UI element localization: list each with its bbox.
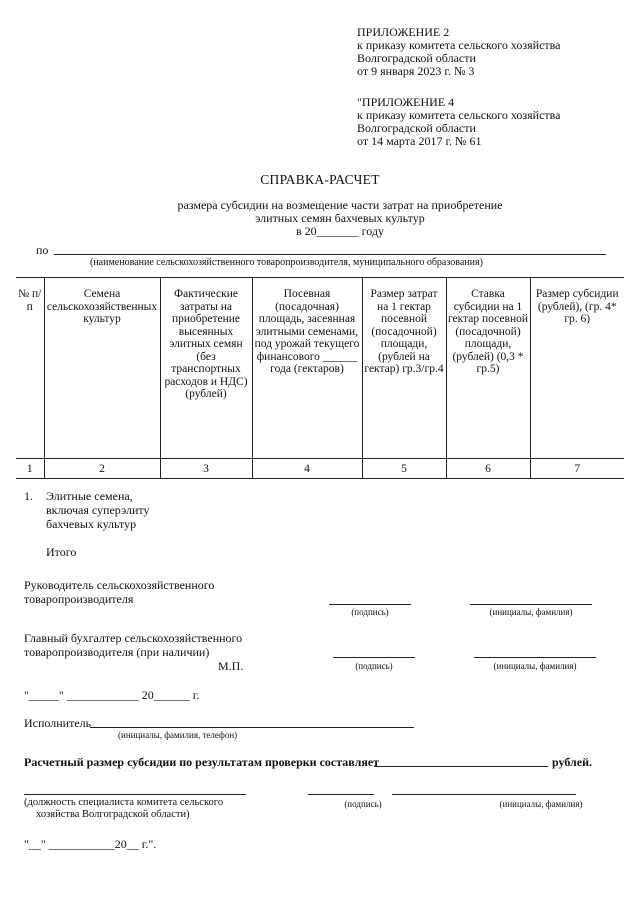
appendix-header-1 [357,26,561,78]
head-name-line [470,604,592,605]
sign-caption: (подпись) [344,799,382,809]
name-caption: (инициалы, фамилия) [489,607,573,617]
item-label-line: включая суперэлиту [46,503,150,517]
caption-line: (должность специалиста комитета сельского [24,797,224,808]
col-header: Семена сельскохозяйственных культур [44,278,160,459]
caption-line: хозяйства Волгоградской области) [36,809,190,820]
specialist-sign-line [308,794,374,795]
acc-name-line [474,657,596,658]
signatory-line: Главный бухгалтер сельскохозяйственного [24,631,243,645]
col-header: № п/п [16,278,44,459]
col-number: 1 [16,459,44,479]
col-number: 7 [530,459,624,479]
po-label: по [36,243,49,257]
executor-caption: (инициалы, фамилия, телефон) [118,730,238,740]
sign-caption: (подпись) [351,607,389,617]
head-signatory [24,578,214,606]
acc-sign-line [333,657,415,658]
col-header: Фактические затраты на приобретение высеянных элитных семян (без транспортных расходов и НДС) (рублей) [160,278,252,459]
appendix-title: ПРИЛОЖЕНИЕ 2 [357,25,450,39]
item-label-line: бахчевых культур [46,517,137,531]
appendix-line: Волгоградской области [357,51,476,65]
appendix-line: к приказу комитета сельского хозяйства [357,108,561,122]
stamp-place: М.П. [218,659,244,673]
col-number: 3 [160,459,252,479]
executor-label: Исполнитель [24,716,92,730]
signatory-line: товаропроизводителя [24,592,134,606]
date-field: "__" ___________20__ г.". [24,837,157,851]
col-header: Размер субсидии (рублей), (гр. 4* гр. 6) [530,278,624,459]
col-header: Размер затрат на 1 гектар посевной (посадочной) площади, (рублей на гектар) гр.3/гр.4 [362,278,446,459]
appendix-title: "ПРИЛОЖЕНИЕ 4 [357,95,455,109]
col-number: 5 [362,459,446,479]
col-number: 4 [252,459,362,479]
appendix-line: от 9 января 2023 г. № 3 [357,64,475,78]
signatory-line: Руководитель сельскохозяйственного [24,578,215,592]
table-number-row [16,459,624,479]
table-header-row [16,278,624,459]
po-fill-line [54,254,606,255]
calc-table [16,277,624,479]
specialist-position-line [24,794,246,795]
specialist-name-line [392,794,576,795]
document-title: СПРАВКА-РАСЧЕТ [260,172,380,187]
appendix-line: Волгоградской области [357,121,476,135]
po-caption: (наименование сельскохозяйственного товаропроизводителя, муниципального образования) [90,257,483,268]
name-caption: (инициалы, фамилия) [499,799,583,809]
name-caption: (инициалы, фамилия) [493,661,577,671]
col-header: Ставка субсидии на 1 гектар посевной (посадочной) площади, (рублей) (0,3 * гр.5) [446,278,530,459]
appendix-line: от 14 марта 2017 г. № 61 [357,134,482,148]
item-number: 1. [24,489,33,503]
subtitle-line: элитных семян бахчевых культур [255,211,425,225]
subtitle-line: размера субсидии на возмещение части затрат на приобретение [177,198,503,212]
calc-amount-unit: рублей. [552,755,593,769]
subtitle-line: в 20_______ году [295,224,385,238]
calc-amount-line [374,766,548,767]
appendix-header-2 [357,96,561,148]
head-sign-line [329,604,411,605]
executor-line [90,727,414,728]
sign-caption: (подпись) [355,661,393,671]
date-field: "_____" ____________ 20______ г. [24,688,200,702]
calc-amount-text: Расчетный размер субсидии по результатам проверки составляет [24,755,380,769]
signatory-line: товаропроизводителя (при наличии) [24,645,210,659]
col-number: 6 [446,459,530,479]
document-subtitle [140,199,540,238]
item-label-line: Элитные семена, [46,489,133,503]
col-number: 2 [44,459,160,479]
specialist-position-caption [24,797,223,821]
item-label [46,489,150,531]
appendix-line: к приказу комитета сельского хозяйства [357,38,561,52]
total-label: Итого [46,545,77,559]
accountant-signatory [24,631,242,659]
col-header: Посевная (посадочная) площадь, засеянная элитными семенами, под урожай текущего финансового ______ года (гектаров) [252,278,362,459]
